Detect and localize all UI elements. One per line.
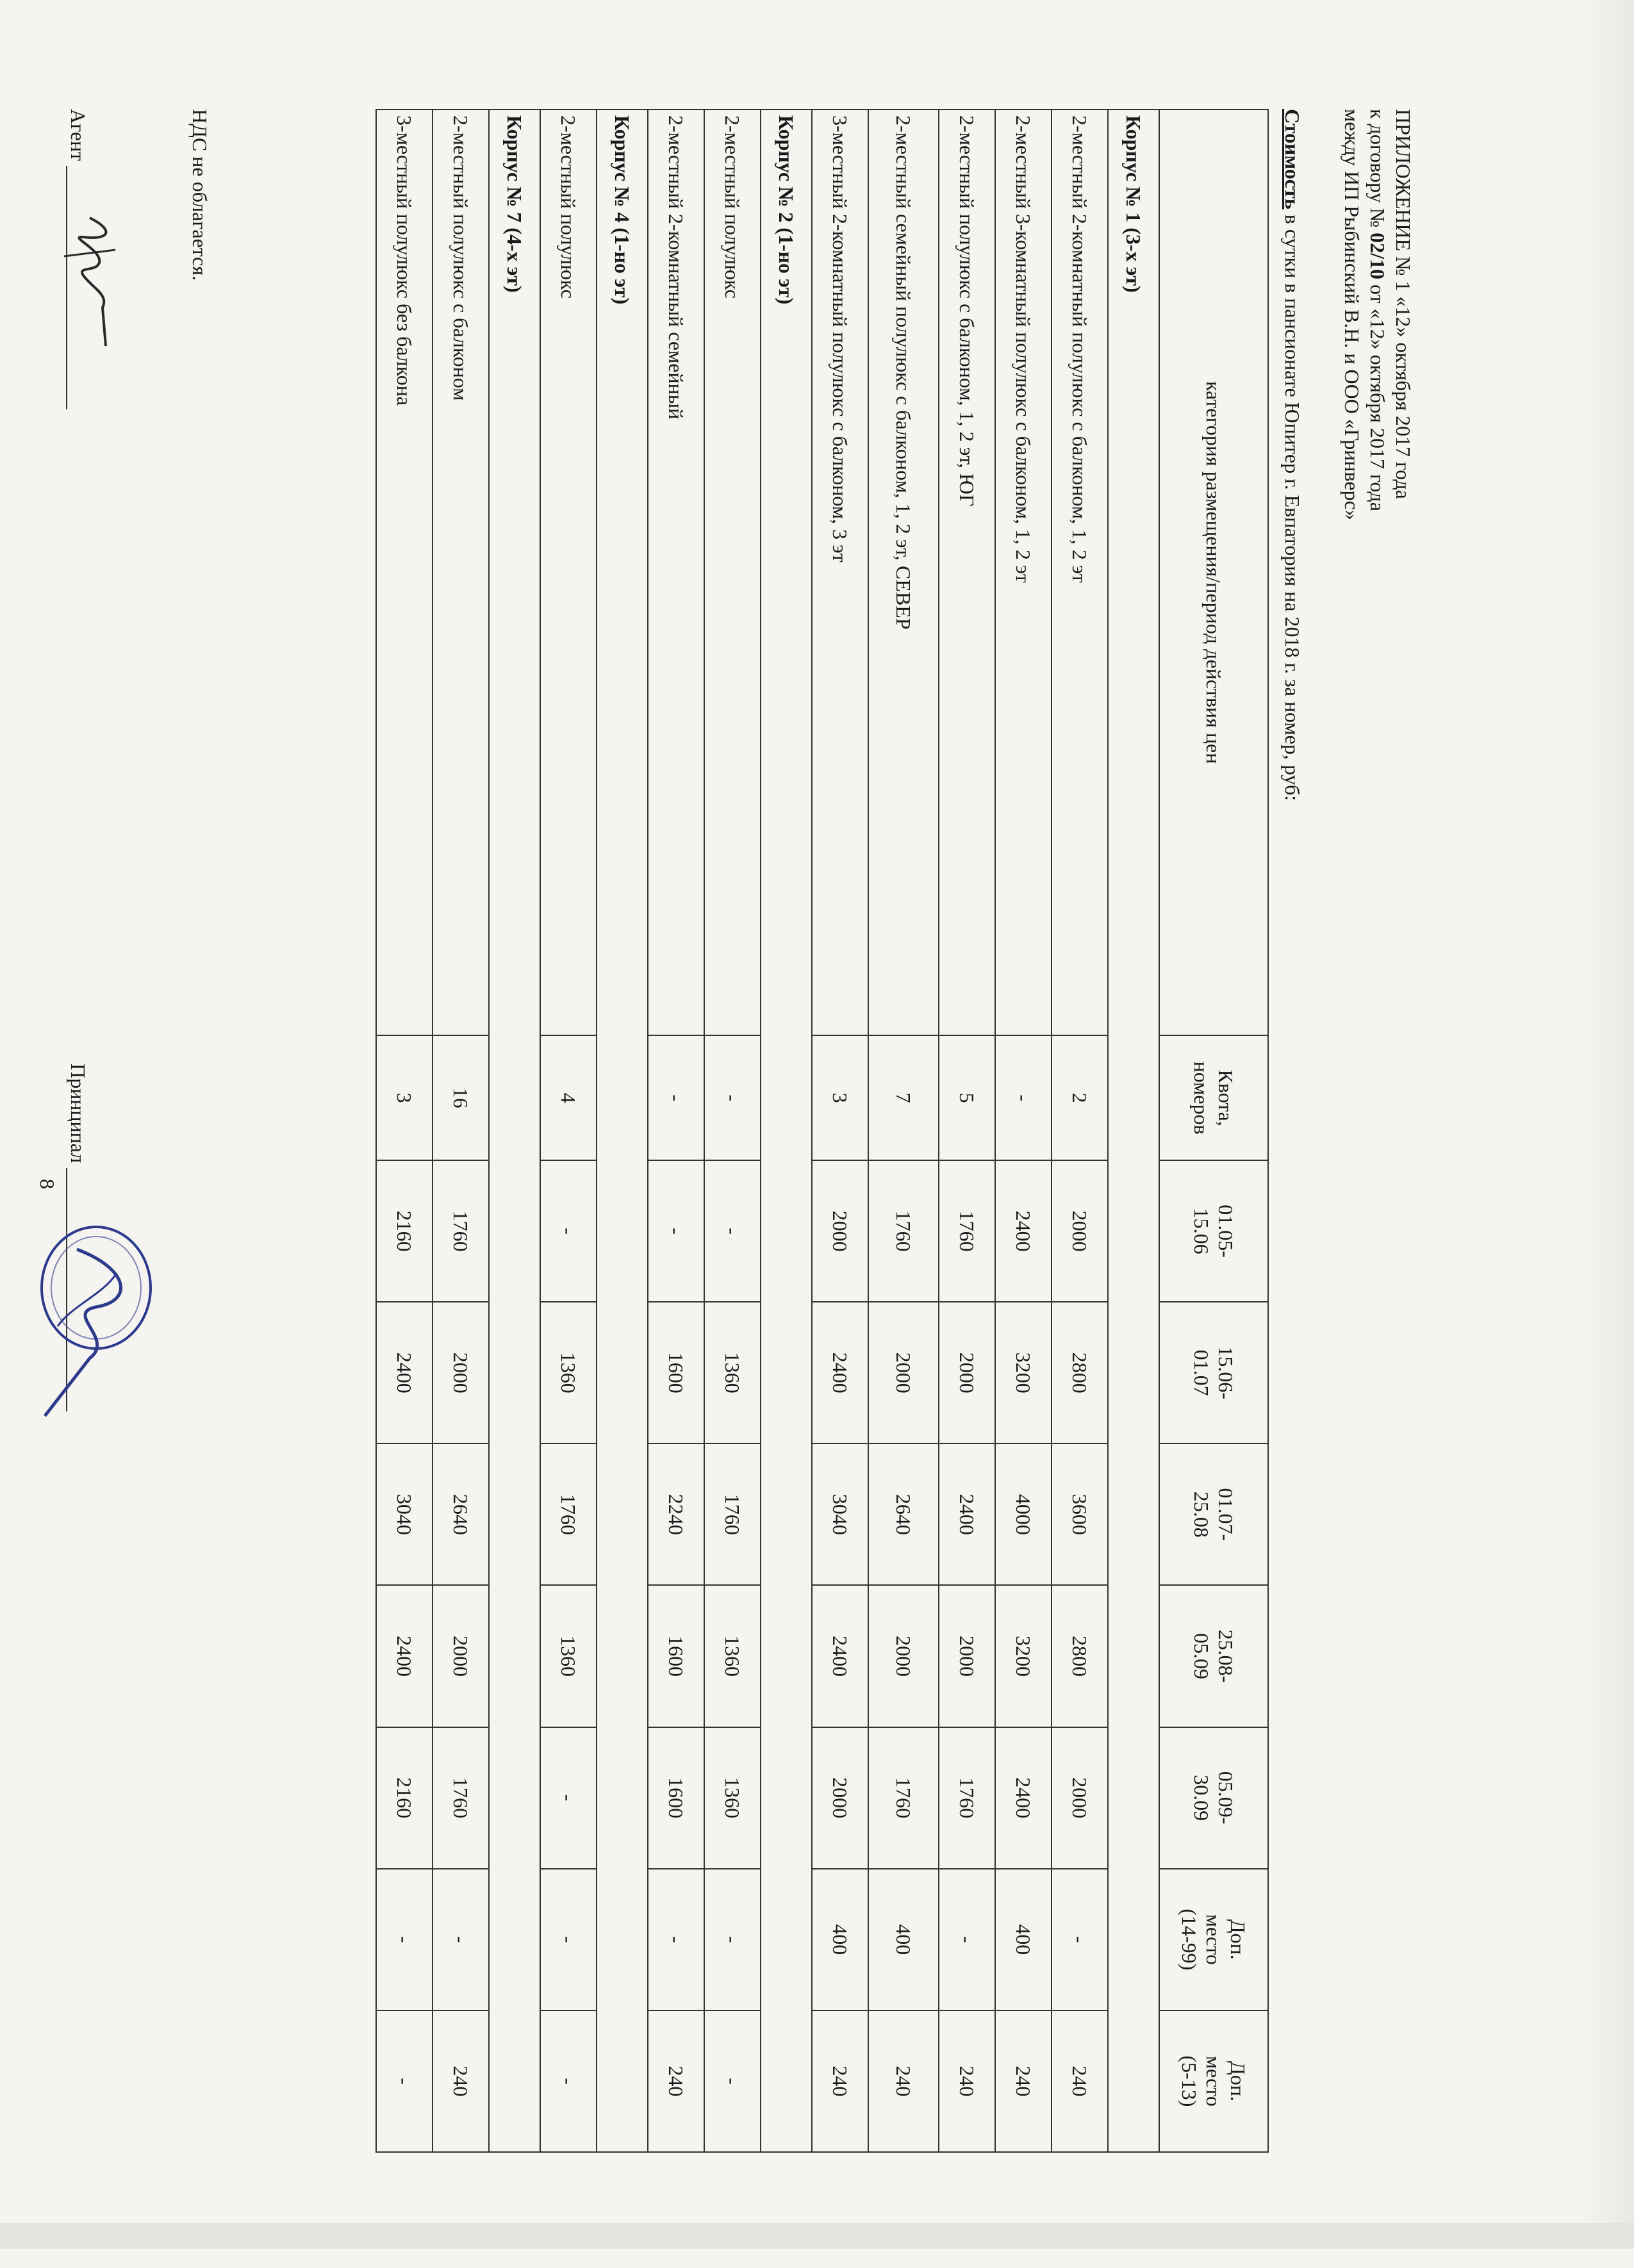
room-category: 2-местный полулюкс с балконом bbox=[433, 110, 489, 1035]
table-row bbox=[1052, 110, 1108, 2152]
section-row bbox=[761, 110, 812, 2152]
room-category: 2-местный полулюкс bbox=[704, 110, 761, 1035]
cell-p5: 1760 bbox=[939, 1727, 995, 1869]
cell-p3: 3040 bbox=[812, 1443, 868, 1585]
contract-ref-date: от «12» октября 2017 года bbox=[1366, 279, 1389, 511]
cell-p2: 2400 bbox=[376, 1302, 433, 1443]
cell-quota: 4 bbox=[540, 1035, 597, 1160]
cell-p1: - bbox=[648, 1160, 704, 1302]
room-category: 2-местный полулюкс с балконом, 1, 2 эт, ЮГ bbox=[939, 110, 995, 1035]
section-title: Корпус № 4 (1-но эт) bbox=[597, 110, 648, 2152]
cell-p3: 4000 bbox=[995, 1443, 1052, 1585]
price-subtitle bbox=[1280, 109, 1304, 801]
room-category: 3-местный 2-комнатный полулюкс с балконом, 3 эт bbox=[812, 110, 868, 1035]
cell-p3: 2640 bbox=[868, 1443, 939, 1585]
cell-p5: 1760 bbox=[433, 1727, 489, 1869]
table-row bbox=[868, 110, 939, 2152]
table-row bbox=[433, 110, 489, 2152]
cell-quota: 7 bbox=[868, 1035, 939, 1160]
room-category: 2-местный семейный полулюкс с балконом, 1, 2 эт, СЕВЕР bbox=[868, 110, 939, 1035]
cell-p1: 1760 bbox=[868, 1160, 939, 1302]
header-period-5: 05.09- 30.09 bbox=[1159, 1727, 1268, 1869]
cell-e1: - bbox=[540, 1869, 597, 2010]
table-row bbox=[648, 110, 704, 2152]
cell-p1: - bbox=[704, 1160, 761, 1302]
cell-e2: 240 bbox=[433, 2010, 489, 2152]
cell-e1: - bbox=[939, 1869, 995, 2010]
cell-quota: 16 bbox=[433, 1035, 489, 1160]
cell-p1: 2160 bbox=[376, 1160, 433, 1302]
header-category: категория размещения/период действия цен bbox=[1159, 110, 1268, 1035]
cell-p2: 2000 bbox=[939, 1302, 995, 1443]
cell-p2: 1360 bbox=[540, 1302, 597, 1443]
subtitle-rest: в сутки в пансионате Юпитер г. Евпатория на 2018 г. за номер, руб: bbox=[1281, 209, 1304, 801]
cell-p5: 2160 bbox=[376, 1727, 433, 1869]
rotated-page bbox=[0, 90, 1416, 2268]
cell-e1: 400 bbox=[868, 1869, 939, 2010]
cell-p5: 2000 bbox=[1052, 1727, 1108, 1869]
cell-p1: 2000 bbox=[1052, 1160, 1108, 1302]
cell-e2: 240 bbox=[1052, 2010, 1108, 2152]
cell-p3: 3600 bbox=[1052, 1443, 1108, 1585]
cell-e1: - bbox=[704, 1869, 761, 2010]
section-row bbox=[489, 110, 540, 2152]
contract-ref-prefix: к договору № bbox=[1366, 109, 1389, 233]
room-category: 3-местный полулюкс без балкона bbox=[376, 110, 433, 1035]
section-row bbox=[1108, 110, 1159, 2152]
cell-p4: 2400 bbox=[376, 1585, 433, 1727]
principal-label: Принципал bbox=[67, 1064, 90, 1163]
header-period-1: 01.05- 15.06 bbox=[1159, 1160, 1268, 1302]
cell-e1: 400 bbox=[812, 1869, 868, 2010]
room-category: 2-местный 2-комнатный семейный bbox=[648, 110, 704, 1035]
table-row bbox=[939, 110, 995, 2152]
table-row bbox=[540, 110, 597, 2152]
agent-signature bbox=[51, 211, 128, 359]
cell-quota: 2 bbox=[1052, 1035, 1108, 1160]
cell-e1: - bbox=[376, 1869, 433, 2010]
subtitle-lead: Стоимость bbox=[1281, 109, 1304, 210]
principal-seal-signature bbox=[19, 1211, 167, 1429]
appendix-title: ПРИЛОЖЕНИЕ № 1 «12» октября 2017 года bbox=[1392, 109, 1415, 499]
cell-p4: 3200 bbox=[995, 1585, 1052, 1727]
contract-number: 02/10 bbox=[1366, 233, 1389, 280]
cell-quota: - bbox=[995, 1035, 1052, 1160]
cell-e2: 240 bbox=[648, 2010, 704, 2152]
cell-p5: 2000 bbox=[812, 1727, 868, 1869]
contract-reference bbox=[1365, 109, 1391, 520]
cell-p2: 2800 bbox=[1052, 1302, 1108, 1443]
cell-quota: 5 bbox=[939, 1035, 995, 1160]
cell-p5: 2400 bbox=[995, 1727, 1052, 1869]
cell-e1: - bbox=[1052, 1869, 1108, 2010]
cell-p4: 1360 bbox=[704, 1585, 761, 1727]
cell-p1: 1760 bbox=[433, 1160, 489, 1302]
vat-note: НДС не облагается. bbox=[188, 109, 211, 281]
room-category: 2-местный 2-комнатный полулюкс с балконом, 1, 2 эт bbox=[1052, 110, 1108, 1035]
cell-p3: 1760 bbox=[540, 1443, 597, 1585]
cell-p5: 1760 bbox=[868, 1727, 939, 1869]
cell-e2: 240 bbox=[939, 2010, 995, 2152]
cell-p1: 1760 bbox=[939, 1160, 995, 1302]
document-header bbox=[1339, 109, 1416, 520]
cell-p2: 2400 bbox=[812, 1302, 868, 1443]
cell-p2: 2000 bbox=[433, 1302, 489, 1443]
cell-p4: 2000 bbox=[433, 1585, 489, 1727]
table-header-row bbox=[1159, 110, 1268, 2152]
agent-label: Агент bbox=[67, 109, 90, 161]
cell-p4: 2400 bbox=[812, 1585, 868, 1727]
cell-p4: 2800 bbox=[1052, 1585, 1108, 1727]
cell-p3: 1760 bbox=[704, 1443, 761, 1585]
section-row bbox=[597, 110, 648, 2152]
cell-e2: - bbox=[376, 2010, 433, 2152]
header-extra-bed-child: Доп. место (5-13) bbox=[1159, 2010, 1268, 2152]
cell-e2: 240 bbox=[868, 2010, 939, 2152]
cell-p5: - bbox=[540, 1727, 597, 1869]
section-title: Корпус № 1 (3-х эт) bbox=[1108, 110, 1159, 2152]
rates-table bbox=[375, 109, 1269, 2153]
cell-p5: 1360 bbox=[704, 1727, 761, 1869]
scan-edge-shadow bbox=[1583, 0, 1634, 2249]
cell-e2: - bbox=[540, 2010, 597, 2152]
page-number: 8 bbox=[36, 1179, 59, 1189]
cell-e1: - bbox=[433, 1869, 489, 2010]
room-category: 2-местный полулюкс bbox=[540, 110, 597, 1035]
cell-p3: 3040 bbox=[376, 1443, 433, 1585]
contract-parties: между ИП Рыбинский В.Н. и ООО «Гринверс» bbox=[1341, 109, 1364, 520]
cell-p4: 1360 bbox=[540, 1585, 597, 1727]
cell-e2: - bbox=[704, 2010, 761, 2152]
cell-quota: 3 bbox=[376, 1035, 433, 1160]
table-row bbox=[376, 110, 433, 2152]
header-period-2: 15.06- 01.07 bbox=[1159, 1302, 1268, 1443]
cell-p2: 1600 bbox=[648, 1302, 704, 1443]
cell-p4: 1600 bbox=[648, 1585, 704, 1727]
cell-p2: 1360 bbox=[704, 1302, 761, 1443]
cell-quota: - bbox=[648, 1035, 704, 1160]
cell-p5: 1600 bbox=[648, 1727, 704, 1869]
table-row bbox=[812, 110, 868, 2152]
room-category: 2-местный 3-комнатный полулюкс с балконом, 1, 2 эт bbox=[995, 110, 1052, 1035]
cell-e2: 240 bbox=[995, 2010, 1052, 2152]
table-row bbox=[995, 110, 1052, 2152]
cell-p1: - bbox=[540, 1160, 597, 1302]
header-period-3: 01.07- 25.08 bbox=[1159, 1443, 1268, 1585]
cell-quota: 3 bbox=[812, 1035, 868, 1160]
cell-p4: 2000 bbox=[939, 1585, 995, 1727]
cell-p2: 2000 bbox=[868, 1302, 939, 1443]
cell-quota: - bbox=[704, 1035, 761, 1160]
cell-p1: 2400 bbox=[995, 1160, 1052, 1302]
cell-e2: 240 bbox=[812, 2010, 868, 2152]
table-row bbox=[704, 110, 761, 2152]
header-extra-bed-adult: Доп. место (14-99) bbox=[1159, 1869, 1268, 2010]
section-title: Корпус № 7 (4-х эт) bbox=[489, 110, 540, 2152]
cell-p1: 2000 bbox=[812, 1160, 868, 1302]
section-title: Корпус № 2 (1-но эт) bbox=[761, 110, 812, 2152]
cell-p2: 3200 bbox=[995, 1302, 1052, 1443]
cell-p3: 2240 bbox=[648, 1443, 704, 1585]
header-period-4: 25.08- 05.09 bbox=[1159, 1585, 1268, 1727]
cell-p3: 2640 bbox=[433, 1443, 489, 1585]
header-quota: Квота, номеров bbox=[1159, 1035, 1268, 1160]
cell-p4: 2000 bbox=[868, 1585, 939, 1727]
cell-e1: - bbox=[648, 1869, 704, 2010]
cell-p3: 2400 bbox=[939, 1443, 995, 1585]
rates-table-body bbox=[376, 110, 1159, 2152]
cell-e1: 400 bbox=[995, 1869, 1052, 2010]
